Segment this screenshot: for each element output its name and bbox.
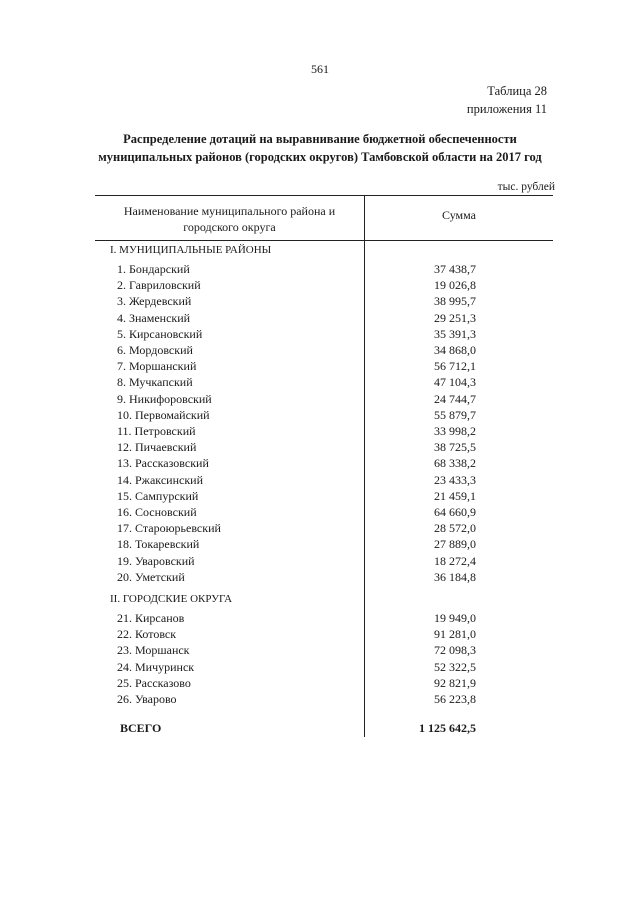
table-row-value: 68 338,2 <box>434 456 476 470</box>
table-row-value: 47 104,3 <box>434 375 476 389</box>
table-row-name: 18. Токаревский <box>117 537 200 551</box>
table-row-name: 6. Мордовский <box>117 343 193 357</box>
table-row-name: 15. Сампурский <box>117 489 199 503</box>
table-row-value: 21 459,1 <box>434 489 476 503</box>
table-row-value: 19 949,0 <box>434 611 476 625</box>
table-row-name: 8. Мучкапский <box>117 375 193 389</box>
table-reference: Таблица 28 <box>487 84 547 98</box>
table-row-value: 92 821,9 <box>434 676 476 690</box>
table-row-name: 25. Рассказово <box>117 676 191 690</box>
table-row-name: 20. Уметский <box>117 570 185 584</box>
table-row-name: 4. Знаменский <box>117 311 191 325</box>
section-title-districts: I. МУНИЦИПАЛЬНЫЕ РАЙОНЫ <box>110 244 272 256</box>
table-row-name: 2. Гавриловский <box>117 278 201 292</box>
table-row-value: 72 098,3 <box>434 643 476 657</box>
total-value: 1 125 642,5 <box>419 721 476 735</box>
table-row-value: 37 438,7 <box>434 262 476 276</box>
table-row-value: 27 889,0 <box>434 537 476 551</box>
table-row-value: 52 322,5 <box>434 660 476 674</box>
unit-label: тыс. рублей <box>497 181 555 193</box>
table-row-name: 7. Моршанский <box>117 359 197 373</box>
table-row-name: 17. Староюрьевский <box>117 521 221 535</box>
table-row-name: 12. Пичаевский <box>117 440 197 454</box>
table-row-value: 33 998,2 <box>434 424 476 438</box>
table-row-value: 19 026,8 <box>434 278 476 292</box>
table-row-name: 23. Моршанск <box>117 643 190 657</box>
column-header-sum: Сумма <box>442 208 476 222</box>
table-row-name: 16. Сосновский <box>117 505 197 519</box>
table-row-value: 38 995,7 <box>434 294 476 308</box>
section-title-city-districts: II. ГОРОДСКИЕ ОКРУГА <box>110 593 233 605</box>
table-row-name: 10. Первомайский <box>117 408 210 422</box>
table-row-value: 64 660,9 <box>434 505 476 519</box>
table-row-value: 36 184,8 <box>434 570 476 584</box>
table-row-value: 56 712,1 <box>434 359 476 373</box>
table-row-value: 35 391,3 <box>434 327 476 341</box>
table-row-value: 23 433,3 <box>434 473 476 487</box>
table-top-border <box>95 195 553 196</box>
table-row-value: 24 744,7 <box>434 392 476 406</box>
table-row-value: 29 251,3 <box>434 311 476 325</box>
table-row-name: 24. Мичуринск <box>117 660 195 674</box>
table-row-name: 26. Уварово <box>117 692 177 706</box>
appendix-reference: приложения 11 <box>466 102 547 116</box>
table-row-name: 14. Ржаксинский <box>117 473 203 487</box>
table-row-name: 13. Рассказовский <box>117 456 209 470</box>
table-row-name: 21. Кирсанов <box>117 611 185 625</box>
table-row-name: 1. Бондарский <box>117 262 190 276</box>
table-row-name: 22. Котовск <box>117 627 177 641</box>
document-title-line-1: Распределение дотаций на выравнивание бюджетной обеспеченности <box>123 132 517 146</box>
table-row-name: 5. Кирсановский <box>117 327 203 341</box>
page-number: 561 <box>311 62 329 76</box>
table-row-name: 19. Уваровский <box>117 554 195 568</box>
table-row-name: 9. Никифоровский <box>117 392 212 406</box>
table-column-divider <box>364 195 365 737</box>
table-row-value: 34 868,0 <box>434 343 476 357</box>
total-label: ВСЕГО <box>120 721 162 735</box>
table-row-value: 55 879,7 <box>434 408 476 422</box>
table-row-value: 18 272,4 <box>434 554 476 568</box>
table-row-name: 11. Петровский <box>117 424 196 438</box>
column-header-name: Наименование муниципального района и городского округа <box>123 204 336 234</box>
table-header-border <box>95 240 553 241</box>
document-title-line-2: муниципальных районов (городских округов) Тамбовской области на 2017 год <box>98 150 542 164</box>
table-row-value: 56 223,8 <box>434 692 476 706</box>
table-row-name: 3. Жердевский <box>117 294 192 308</box>
table-row-value: 28 572,0 <box>434 521 476 535</box>
table-row-value: 91 281,0 <box>434 627 476 641</box>
table-row-value: 38 725,5 <box>434 440 476 454</box>
